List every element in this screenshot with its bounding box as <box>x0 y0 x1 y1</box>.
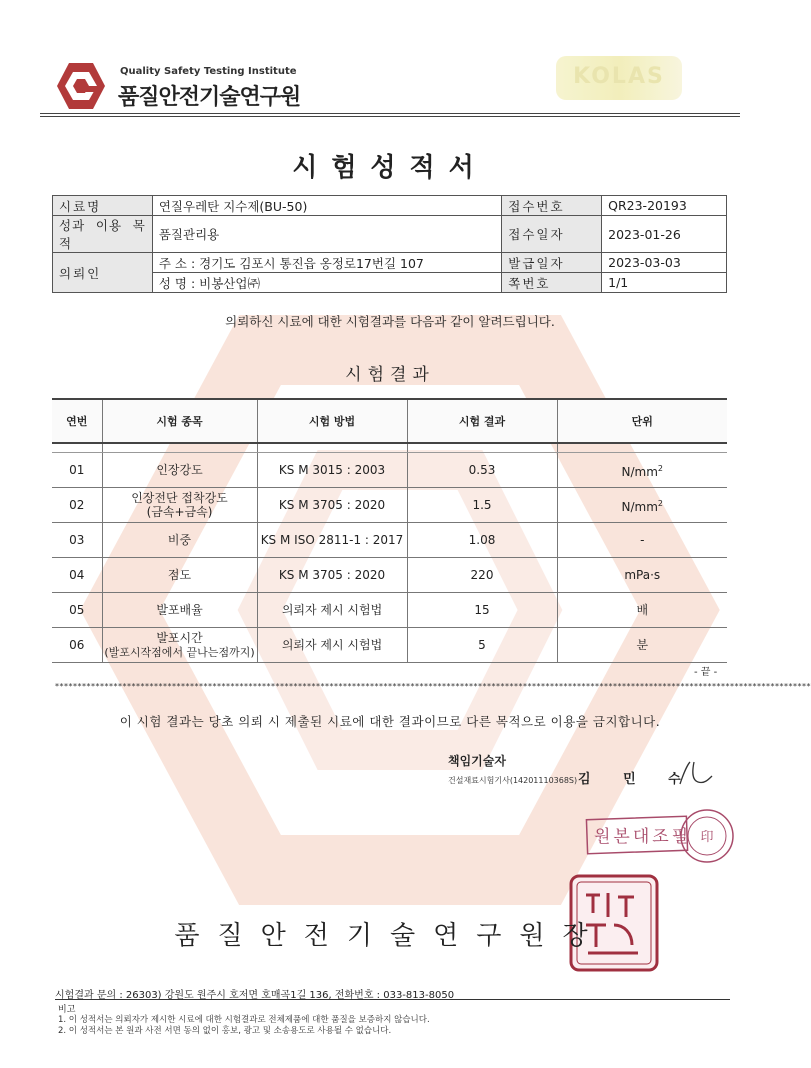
header-divider <box>40 113 740 114</box>
row-result: 5 <box>407 628 557 663</box>
usage-notice: 이 시험 결과는 당초 의뢰 시 제출된 시료에 대한 결과이므로 다른 목적으로 이용을 금지합니다. <box>119 714 661 729</box>
row-method: KS M ISO 2811-1 : 2017 <box>257 523 407 558</box>
page-no-value: 1/1 <box>602 273 727 293</box>
receipt-date-label: 접수일자 <box>502 216 602 253</box>
certified-copy-stamp-text: 원본대조필 <box>594 827 692 847</box>
row-item: 발포배율 <box>102 593 257 628</box>
svg-text:印: 印 <box>700 830 714 845</box>
row-item: 발포시간 (발포시작점에서 끝나는점까지) <box>102 628 257 663</box>
accreditation-badge-text: KOLAS <box>573 64 665 89</box>
row-method: 의뢰자 제시 시험법 <box>257 628 407 663</box>
page-title: 시험성적서 <box>292 153 488 183</box>
row-item: 비중 <box>102 523 257 558</box>
row-no: 01 <box>52 453 102 488</box>
issue-date-label: 발급일자 <box>502 253 602 273</box>
sample-value: 연질우레탄 지수제(BU-50) <box>152 196 501 216</box>
intro-notice: 의뢰하신 시료에 대한 시험결과를 다음과 같이 알려드립니다. <box>225 314 555 329</box>
row-no: 05 <box>52 593 102 628</box>
purpose-value: 품질관리용 <box>152 216 501 253</box>
remark-2: 2. 이 성적서는 본 원과 사전 서면 동의 없이 홍보, 광고 및 소송용도로 사용될 수 없습니다. <box>58 1026 392 1036</box>
sample-label: 시료명 <box>53 196 153 216</box>
table-row <box>52 488 727 523</box>
table-row <box>52 523 727 558</box>
results-title: 시험결과 <box>345 365 435 385</box>
row-result: 15 <box>407 593 557 628</box>
institute-director: 품질안전기술연구원장 <box>174 921 606 951</box>
responsible-title: 책임기술자 <box>448 754 506 768</box>
signature-mark <box>674 758 714 788</box>
row-unit: - <box>557 523 727 558</box>
row-result: 0.53 <box>407 453 557 488</box>
header-unit: 단위 <box>557 399 727 443</box>
client-company: 성 명 : 비봉산업㈜ <box>152 273 501 293</box>
end-mark: - 끝 - <box>694 667 718 678</box>
row-method: KS M 3705 : 2020 <box>257 558 407 593</box>
institute-logo-icon <box>55 60 107 112</box>
results-table <box>52 398 727 663</box>
header-divider-2 <box>40 116 740 117</box>
footer-divider <box>55 999 730 1000</box>
row-item: 인장강도 <box>102 453 257 488</box>
purpose-label: 성과 이용 목적 <box>53 216 153 253</box>
receipt-date-value: 2023-01-26 <box>602 216 727 253</box>
row-unit: $N/mm^2$ <box>557 453 727 488</box>
receipt-no-label: 접수번호 <box>502 196 602 216</box>
institute-name-en: Quality Safety Testing Institute <box>120 66 297 77</box>
table-row <box>52 628 727 663</box>
row-result: 1.08 <box>407 523 557 558</box>
responsible-license: 건설재료시험기사(14201110368S) <box>448 776 578 785</box>
row-unit: $N/mm^2$ <box>557 488 727 523</box>
row-method: KS M 3015 : 2003 <box>257 453 407 488</box>
info-table <box>52 195 727 293</box>
row-no: 06 <box>52 628 102 663</box>
star-divider: ************************************************************************************************************************************************************************ <box>55 682 811 691</box>
row-unit: 분 <box>557 628 727 663</box>
header-item: 시험 종목 <box>102 399 257 443</box>
receipt-no-value: QR23-20193 <box>602 196 727 216</box>
table-row <box>52 453 727 488</box>
row-result: 220 <box>407 558 557 593</box>
remarks-label: 비고 <box>58 1005 76 1015</box>
row-method: 의뢰자 제시 시험법 <box>257 593 407 628</box>
table-row <box>52 558 727 593</box>
institute-name-ko: 품질안전기술연구원 <box>118 85 301 110</box>
row-method: KS M 3705 : 2020 <box>257 488 407 523</box>
row-unit: mPa·s <box>557 558 727 593</box>
client-address: 주 소 : 경기도 김포시 통진읍 옹정로17번길 107 <box>152 253 501 273</box>
row-item: 점도 <box>102 558 257 593</box>
remark-1: 1. 이 성적서는 의뢰자가 제시한 시료에 대한 시험결과로 전체제품에 대한 품질을 보증하지 않습니다. <box>58 1015 430 1025</box>
table-row <box>52 593 727 628</box>
row-item: 인장전단 접착강도 (금속+금속) <box>102 488 257 523</box>
header-result: 시험 결과 <box>407 399 557 443</box>
header-method: 시험 방법 <box>257 399 407 443</box>
row-result: 1.5 <box>407 488 557 523</box>
page-no-label: 쪽번호 <box>502 273 602 293</box>
contact-info: 시험결과 문의 : 26303) 강원도 원주시 호저면 호매곡1길 136, 전화번호 : 033-813-8050 <box>55 990 455 1001</box>
accreditation-badge <box>556 56 682 100</box>
row-no: 04 <box>52 558 102 593</box>
row-no: 02 <box>52 488 102 523</box>
row-no: 03 <box>52 523 102 558</box>
client-label: 의뢰인 <box>53 253 153 293</box>
responsible-name: 김 민 수 <box>578 772 695 787</box>
issue-date-value: 2023-03-03 <box>602 253 727 273</box>
row-unit: 배 <box>557 593 727 628</box>
header-no: 연번 <box>52 399 102 443</box>
